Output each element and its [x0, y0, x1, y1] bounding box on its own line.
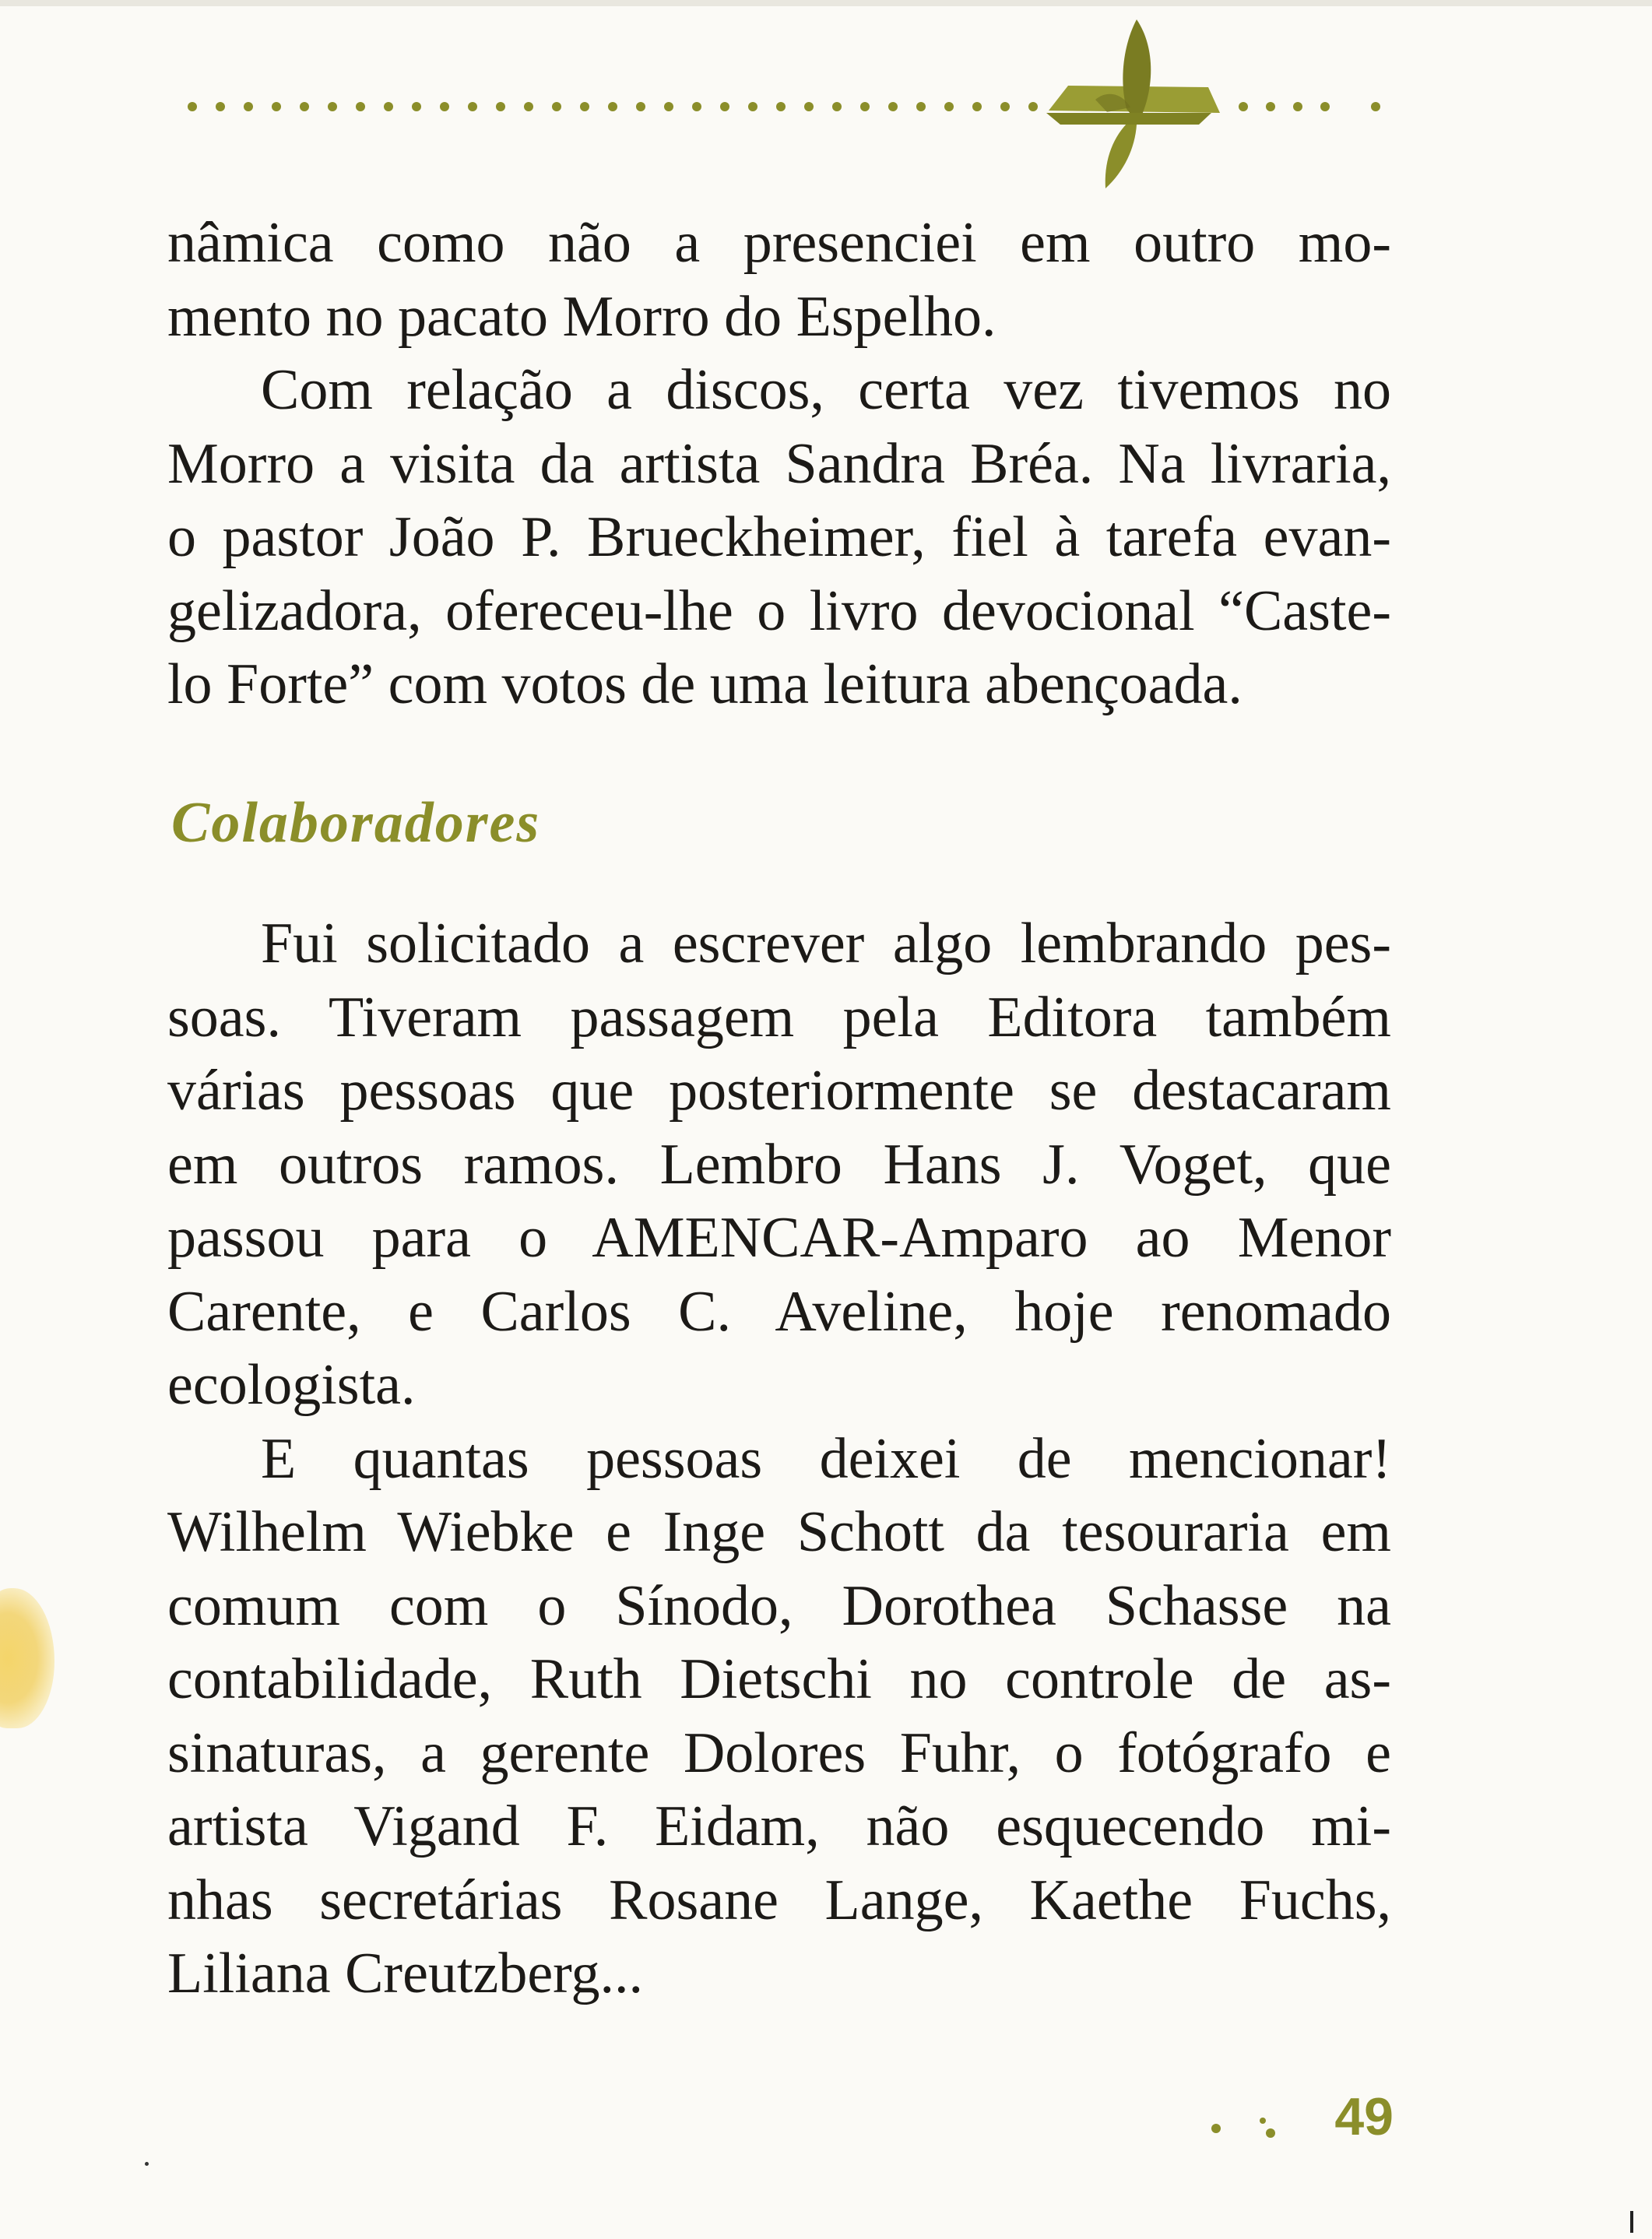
paragraph-solicitado: [167, 907, 1391, 1422]
ornament-dot: [944, 102, 954, 111]
footer-dot: [1260, 2118, 1266, 2124]
text-line: passou para o AMENCAR-Amparo ao Menor: [167, 1206, 1391, 1270]
ornament-dot: [720, 102, 729, 111]
text-line: soas. Tiveram passagem pela Editora também: [167, 985, 1391, 1049]
ornament-dot: [664, 102, 673, 111]
ornament-dot: [832, 102, 842, 111]
ornament-dot: [412, 102, 421, 111]
header-ornament: [173, 16, 1403, 195]
text-line: ecologista.: [167, 1353, 416, 1417]
ornament-dot: [328, 102, 337, 111]
ornament-dot: [916, 102, 926, 111]
footer-dot: [1211, 2124, 1221, 2133]
ornament-dot: [356, 102, 365, 111]
page-edge: [0, 0, 1652, 6]
text-line: Fui solicitado a escrever algo lembrando pes-: [261, 912, 1391, 975]
text-line: Carente, e Carlos C. Aveline, hoje renomado: [167, 1279, 1391, 1344]
ornament-dot: [496, 102, 505, 111]
text-line: E quantas pessoas deixei de mencionar!: [261, 1426, 1391, 1491]
ornament-dot: [776, 102, 786, 111]
ornament-dot: [1000, 102, 1010, 111]
ornament-dot: [272, 102, 281, 111]
stray-mark: [1630, 2211, 1633, 2233]
ornament-dot: [804, 102, 814, 111]
ornament-dot: [300, 102, 309, 111]
text-line: nhas secretárias Rosane Lange, Kaethe Fuchs,: [167, 1868, 1391, 1932]
ornament-dot: [440, 102, 449, 111]
ornament-dot: [636, 102, 645, 111]
ornament-dot: [580, 102, 589, 111]
stray-mark: [145, 2162, 149, 2166]
ornament-dot: [216, 102, 225, 111]
text-line: artista Vigand F. Eidam, não esquecendo mi-: [167, 1794, 1391, 1858]
ornament-dot: [888, 102, 898, 111]
ornament-dot: [244, 102, 253, 111]
page-footer: [1199, 2086, 1394, 2172]
ornament-dot: [1371, 102, 1380, 111]
leaf-cross-icon: [1046, 19, 1220, 188]
ornament-dot: [1293, 102, 1302, 111]
text-line: lo Forte” com votos de uma leitura abençoada.: [167, 652, 1243, 716]
ornament-dot: [384, 102, 393, 111]
text-line: em outros ramos. Lembro Hans J. Voget, que: [167, 1132, 1391, 1197]
footer-dot: [1266, 2128, 1275, 2138]
ornament-dot: [1239, 102, 1248, 111]
text-line: várias pessoas que posteriormente se destacaram: [167, 1059, 1391, 1123]
ornament-dot: [692, 102, 701, 111]
text-line: contabilidade, Ruth Dietschi no controle de as-: [167, 1647, 1391, 1711]
text-line: gelizadora, ofereceu-lhe o livro devocional “Caste-: [167, 578, 1391, 643]
ornament-dot: [1266, 102, 1275, 111]
text-line: nâmica como não a presenciei em outro mo-: [167, 211, 1391, 275]
ornament-dot: [468, 102, 477, 111]
ornament-dot: [1320, 102, 1330, 111]
text-line: Com relação a discos, certa vez tivemos no: [261, 358, 1391, 422]
text-line: sinaturas, a gerente Dolores Fuhr, o fotógrafo e: [167, 1721, 1391, 1785]
ornament-dot: [188, 102, 197, 111]
text-line: Liliana Creutzberg...: [167, 1942, 643, 2005]
text-line: Wilhelm Wiebke e Inge Schott da tesouraria em: [167, 1500, 1391, 1564]
ornament-dot: [748, 102, 757, 111]
text-line: Morro a visita da artista Sandra Bréa. Na livraria,: [167, 431, 1391, 496]
text-line: o pastor João P. Brueckheimer, fiel à tarefa evan-: [167, 505, 1391, 569]
ornament-dot: [972, 102, 982, 111]
paper-stain: [0, 1588, 54, 1728]
paragraph-pessoas: [167, 1422, 1391, 2011]
ornament-dot: [860, 102, 870, 111]
paragraph-continuation: [167, 206, 1391, 353]
bottom-text-block: [167, 907, 1391, 2011]
ornament-dot: [1028, 102, 1038, 111]
page-number: 49: [1334, 2087, 1394, 2146]
top-text-block: [167, 206, 1391, 722]
ornament-dot: [608, 102, 617, 111]
section-heading: Colaboradores: [171, 791, 541, 855]
ornament-dot: [524, 102, 533, 111]
text-line: comum com o Sínodo, Dorothea Schasse na: [167, 1573, 1391, 1638]
paragraph-discos: [167, 353, 1391, 722]
text-line: mento no pacato Morro do Espelho.: [167, 284, 996, 349]
ornament-dot: [552, 102, 561, 111]
